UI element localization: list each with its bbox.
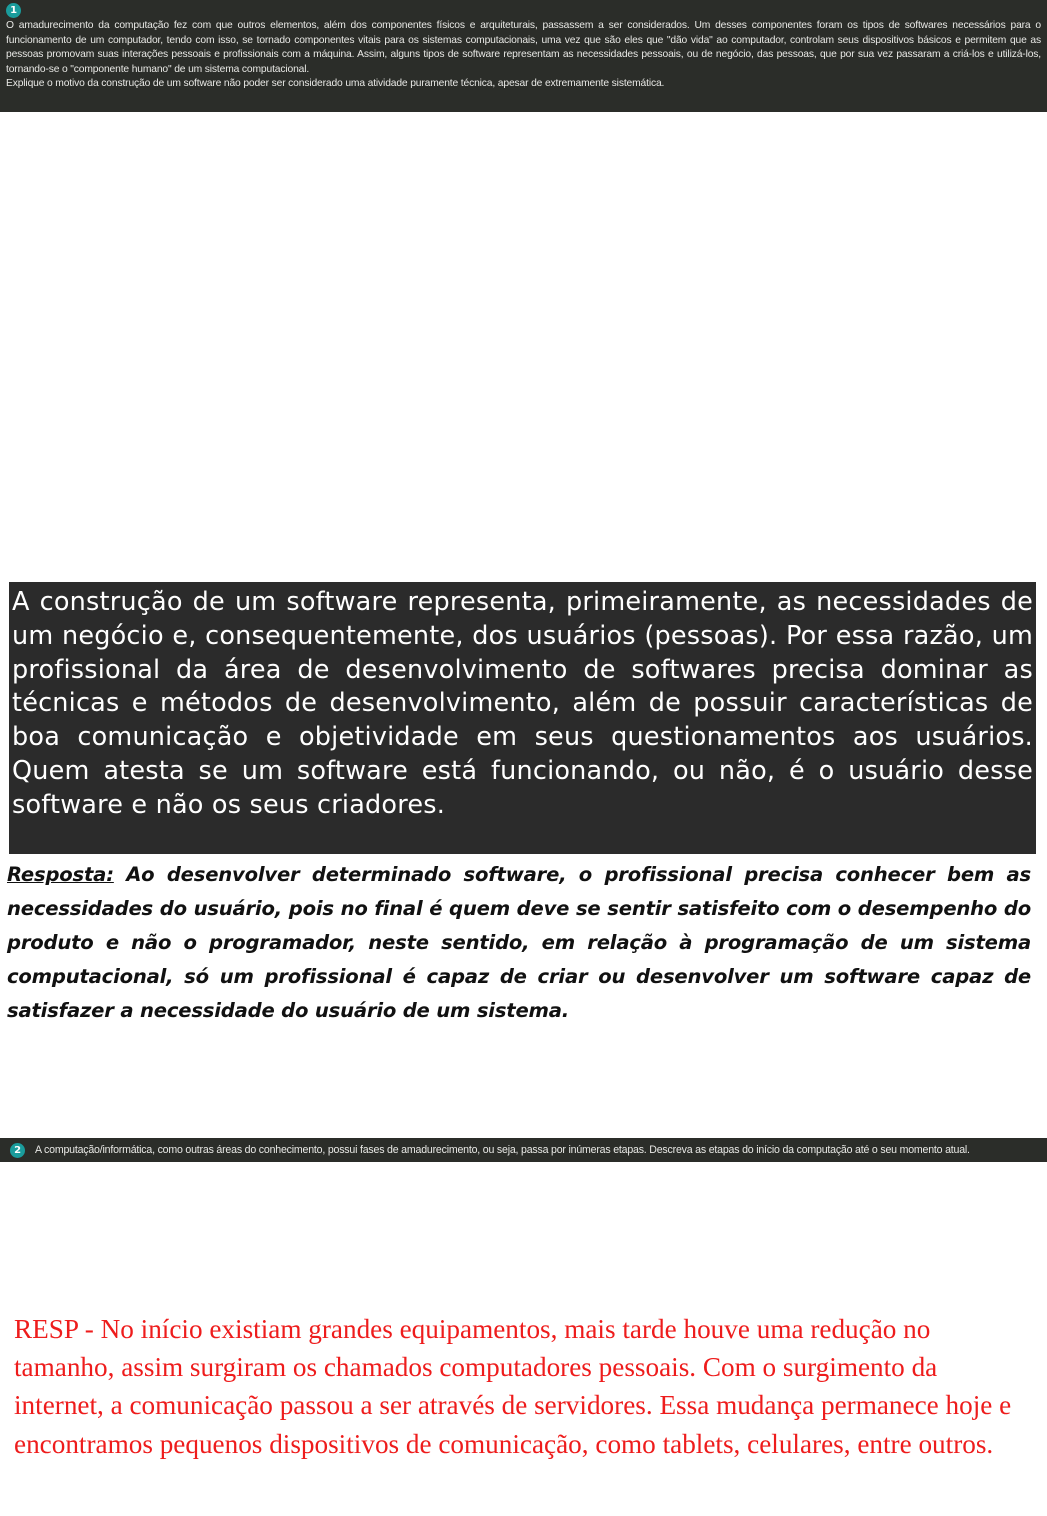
answer-1 (7, 858, 1031, 1028)
question-1-text: O amadurecimento da computação fez com que outros elementos, além dos componentes físicos e arquiteturais, passassem a ser considerados. Um desses componentes foram os tipos de softwares necessários para o funcionamento de um computador, tendo com isso, se tornado componentes vitais para os sistemas computacionais, uma vez que são eles que "dão vida" ao computador, controlam seus dispositivos básicos e permitem que as pessoas promovam suas interações pessoais e profissionais com a máquina. Assim, alguns tipos de software representam as necessidades pessoais, ou de negócio, das pessoas, que por sua vez passaram a criá-los e utilizá-los, tornando-se o "componente humano" de um sistema computacional. (6, 20, 1041, 75)
quote-text: A construção de um software representa, primeiramente, as necessidades de um negócio e, consequentemente, dos usuários (pessoas). Por essa razão, um profissional da área de desenvolvimento de softwares precisa dominar as técnicas e métodos de desenvolvimento, além de possuir características de boa comunicação e objetividade em seus questionamentos aos usuários. Quem atesta se um software está funcionando, ou não, é o usuário desse software e não os seus criadores. (12, 587, 1033, 820)
answer-1-label: Resposta: (7, 863, 114, 886)
question-2-block (0, 1138, 1047, 1162)
question-1-prompt: Explique o motivo da construção de um software não poder ser considerado uma atividade puramente técnica, apesar de extremamente sistemática. (6, 78, 665, 90)
question-2-text: A computação/informática, como outras áreas do conhecimento, possui fases de amadurecimento, ou seja, passa por inúmeras etapas. Descreva as etapas do início da computação até o seu momento atual. (35, 1144, 970, 1157)
question-1-block (0, 0, 1047, 112)
answer-2 (14, 1310, 1024, 1463)
highlighted-quote (9, 582, 1036, 854)
answer-1-text: Ao desenvolver determinado software, o profissional precisa conhecer bem as necessidades do usuário, pois no final é quem deve se sentir satisfeito com o desempenho do produto e não o programador, neste sentido, em relação à programação de um sistema computacional, só um profissional é capaz de criar ou desenvolver um software capaz de satisfazer a necessidade do usuário de um sistema. (7, 863, 1031, 1022)
answer-2-text: RESP - No início existiam grandes equipamentos, mais tarde houve uma redução no tamanho, assim surgiram os chamados computadores pessoais. Com o surgimento da internet, a comunicação passou a ser através de servidores. Essa mudança permanece hoje e encontramos pequenos dispositivos de comunicação, como tablets, celulares, entre outros. (14, 1314, 1012, 1459)
question-2-number-badge: 2 (10, 1143, 25, 1158)
question-1-number-badge: 1 (6, 3, 21, 18)
